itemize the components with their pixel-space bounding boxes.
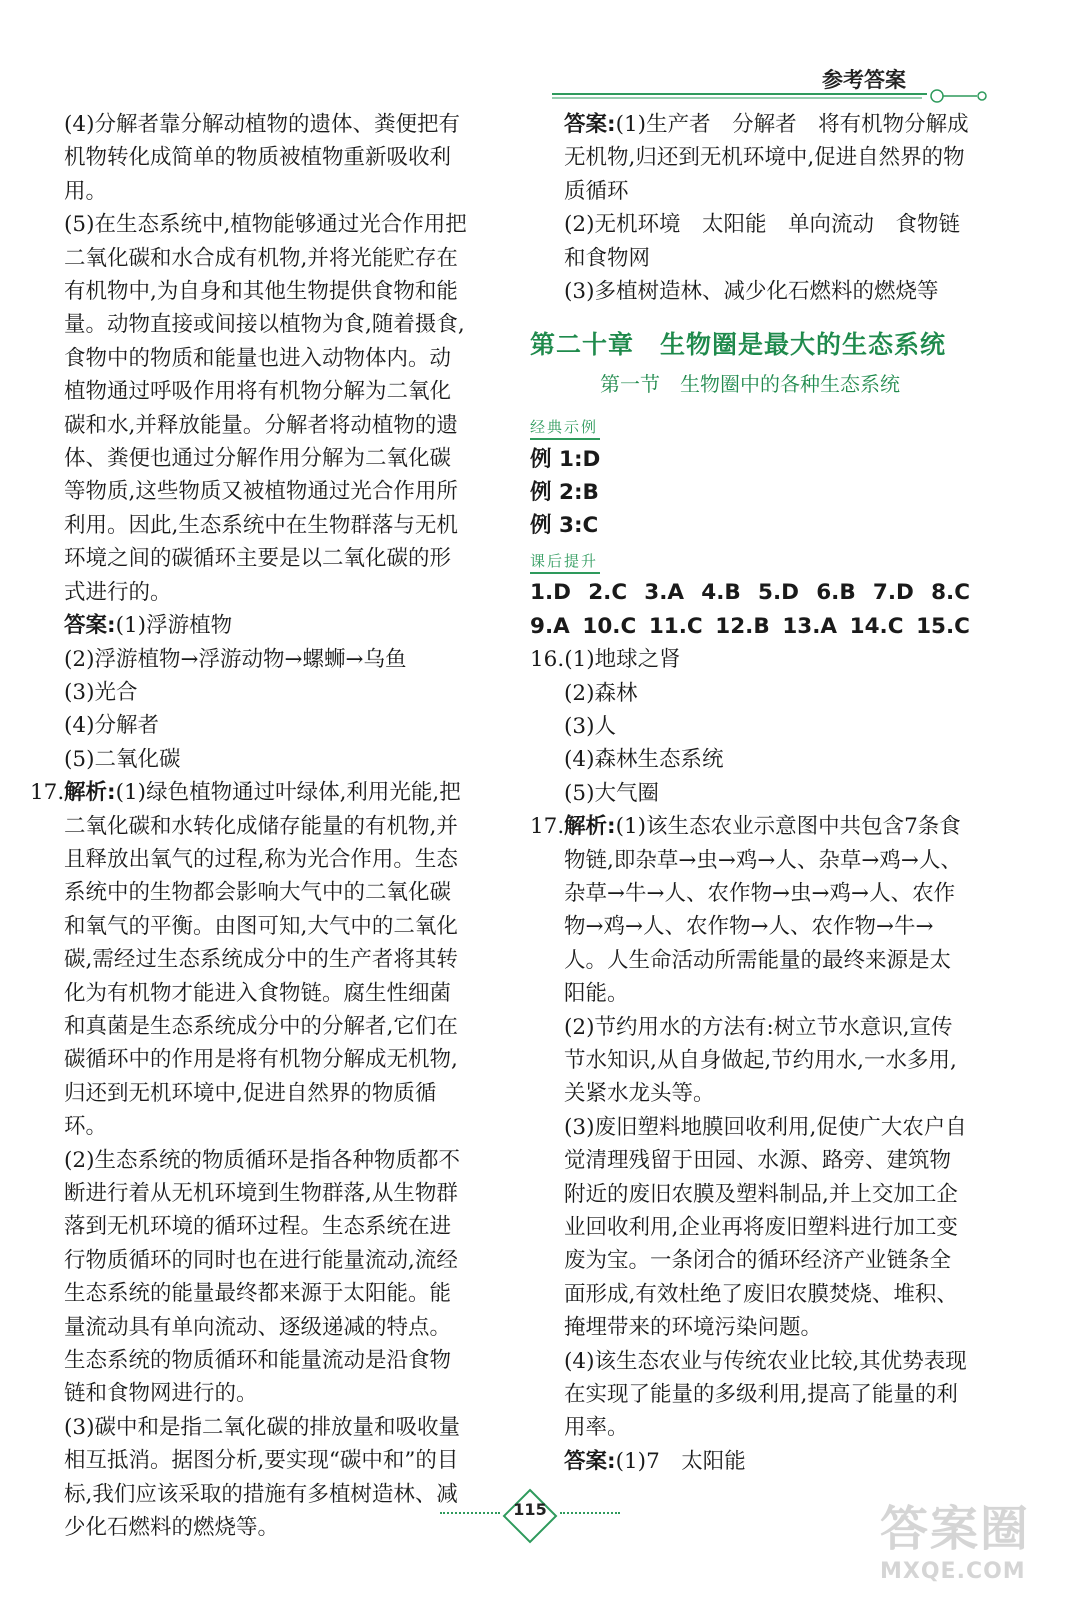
left-column: [30, 108, 470, 1544]
right-q17-para-2: (2)节约用水的方法有:树立节水意识,宣传节水知识,从自身做起,节约用水,一水多用,关紧水龙头等。: [564, 1014, 957, 1107]
q16-answer-5: (5)大气圈: [564, 780, 659, 806]
mc-answer: 9.A: [530, 613, 570, 639]
q16-answer-2: (2)森林: [564, 680, 638, 706]
analysis-label: 解析:: [564, 814, 616, 840]
left-answer-1: (1)浮游植物: [115, 613, 233, 639]
example-3: 例 3:C: [530, 513, 599, 539]
mc-answer: 14.C: [849, 613, 904, 639]
q16-answer-4: (4)森林生态系统: [564, 747, 724, 773]
left-q17-para-3: (3)碳中和是指二氧化碳的排放量和吸收量相互抵消。据图分析,要实现“碳中和”的目标,我们应该采取的措施有多植树造林、减少化石燃料的燃烧等。: [64, 1414, 460, 1541]
right-question-17: [530, 810, 970, 1478]
mc-answer: 12.B: [715, 613, 770, 639]
page-footer: [440, 1486, 620, 1546]
left-answer-line: [30, 609, 470, 642]
watermark-url: MXQE.COM: [880, 1559, 1026, 1584]
header-rule-ornament: [552, 84, 992, 104]
mc-answers-row-1: [530, 576, 970, 609]
mc-answer: 8.C: [931, 580, 970, 606]
section-title: 第一节 生物圈中的各种生态系统: [600, 371, 900, 396]
right-column: [530, 108, 970, 1478]
mc-answer: 10.C: [582, 613, 637, 639]
watermark-text: 答案圈: [880, 1501, 1031, 1557]
example-2: 例 2:B: [530, 480, 599, 506]
mc-answer: 11.C: [648, 613, 703, 639]
mc-answer: 3.A: [644, 580, 685, 606]
header-title: 参考答案: [822, 68, 906, 92]
left-question-17: [30, 776, 470, 1544]
left-q17-para-2: (2)生态系统的物质循环是指各种物质都不断进行着从无机环境到生物群落,从生物群落到无机环境的循环过程。生态系统在进行物质循环的同时也在进行能量流动,流经生态系统的能量最终都来源于太阳能。能量流动具有单向流动、逐级递减的特点。生态系统的物质循环和能量流动是沿食物链和食物网进行的。: [64, 1147, 460, 1407]
mc-answers-row-2: [530, 610, 970, 643]
footer-dots-left: [440, 1512, 500, 1514]
right-answer-3: (3)多植树造林、减少化石燃料的燃烧等: [564, 279, 939, 305]
right-final-answer: (1)7 太阳能: [615, 1448, 746, 1474]
mc-answer: 4.B: [701, 580, 741, 606]
footer-dots-right: [560, 1512, 620, 1514]
page-number: 115: [513, 1500, 547, 1519]
mc-answer: 6.B: [816, 580, 856, 606]
left-q17-para-1: (1)绿色植物通过叶绿体,利用光能,把二氧化碳和水转化成储存能量的有机物,并且释放出氧气的过程,称为光合作用。生态系统中的生物都会影响大气中的二氧化碳和氧气的平衡。由图可知,大气中的二氧化碳,需经过生态系统成分中的生产者将其转化为有机物才能进入食物链。腐生性细菌和真菌是生态系统成分中的分解者,它们在碳循环中的作用是将有机物分解成无机物,归还到无机环境中,促进自然界的物质循环。: [64, 780, 461, 1140]
right-answer-2: (2)无机环境 太阳能 单向流动 食物链和食物网: [564, 212, 960, 271]
mc-answer: 13.A: [782, 613, 838, 639]
right-answer-line: [530, 108, 970, 208]
tag-after-class: 课后提升: [530, 550, 600, 574]
left-answer-4: (4)分解者: [64, 713, 159, 739]
example-1: 例 1:D: [530, 446, 601, 472]
q16-answer-3: (3)人: [564, 713, 616, 739]
right-q17-para-3: (3)废旧塑料地膜回收利用,促使广大农户自觉清理残留于田园、水源、路旁、建筑物附近的废旧农膜及塑料制品,并上交加工企业回收利用,企业再将废旧塑料进行加工变废为宝。一条闭合的循环经济产业链条全面形成,有效杜绝了废旧农膜焚烧、堆积、掩埋带来的环境污染问题。: [564, 1114, 967, 1341]
mc-answer: 1.D: [530, 580, 571, 606]
left-para-4: (4)分解者靠分解动植物的遗体、粪便把有机物转化成简单的物质被植物重新吸收利用。: [64, 112, 460, 204]
tag-examples: 经典示例: [530, 416, 600, 440]
left-answer-3: (3)光合: [64, 679, 138, 705]
q16-head: 16.(1)地球之肾: [530, 647, 681, 673]
mc-answer: 2.C: [588, 580, 628, 606]
answer-label: 答案:: [564, 112, 616, 137]
analysis-label: 解析:: [64, 780, 116, 806]
left-para-5: (5)在生态系统中,植物能够通过光合作用把二氧化碳和水合成有机物,并将光能贮存在有机物中,为自身和其他生物提供食物和能量。动物直接或间接以植物为食,随着摄食,食物中的物质和能量也进入动物体内。动植物通过呼吸作用将有机物分解为二氧化碳和水,并释放能量。分解者将动植物的遗体、粪便也通过分解作用分解为二氧化碳等物质,这些物质又被植物通过光合作用所利用。因此,生态系统中在生物群落与无机环境之间的碳循环主要是以二氧化碳的形式进行的。: [64, 212, 467, 605]
mc-answer: 5.D: [758, 580, 799, 606]
left-answer-5: (5)二氧化碳: [64, 746, 181, 772]
right-q17-para-4: (4)该生态农业与传统农业比较,其优势表现在实现了能量的多级利用,提高了能量的利用率。: [564, 1348, 967, 1441]
watermark-logo: [880, 1490, 1050, 1590]
question-number: 17.: [30, 780, 65, 806]
right-q17-para-1: (1)该生态农业示意图中共包含7条食物链,即杂草→虫→鸡→人、杂草→鸡→人、杂草→牛→人、农作物→虫→鸡→人、农作物→鸡→人、农作物→人、农作物→牛→人。人生命活动所需能量的最终来源是太阳能。: [564, 814, 962, 1007]
answer-label: 答案:: [64, 613, 116, 639]
answer-label: 答案:: [564, 1448, 616, 1474]
left-answer-2: (2)浮游植物→浮游动物→螺蛳→乌鱼: [64, 646, 407, 672]
right-answer-1: (1)生产者 分解者 将有机物分解成无机物,归还到无机环境中,促进自然界的物质循环: [564, 112, 969, 204]
mc-answer: 15.C: [916, 613, 970, 639]
question-number: 17.: [530, 814, 565, 840]
mc-answer: 7.D: [872, 580, 914, 606]
chapter-title: 第二十章 生物圈是最大的生态系统: [530, 330, 947, 360]
page-header: [552, 62, 992, 106]
